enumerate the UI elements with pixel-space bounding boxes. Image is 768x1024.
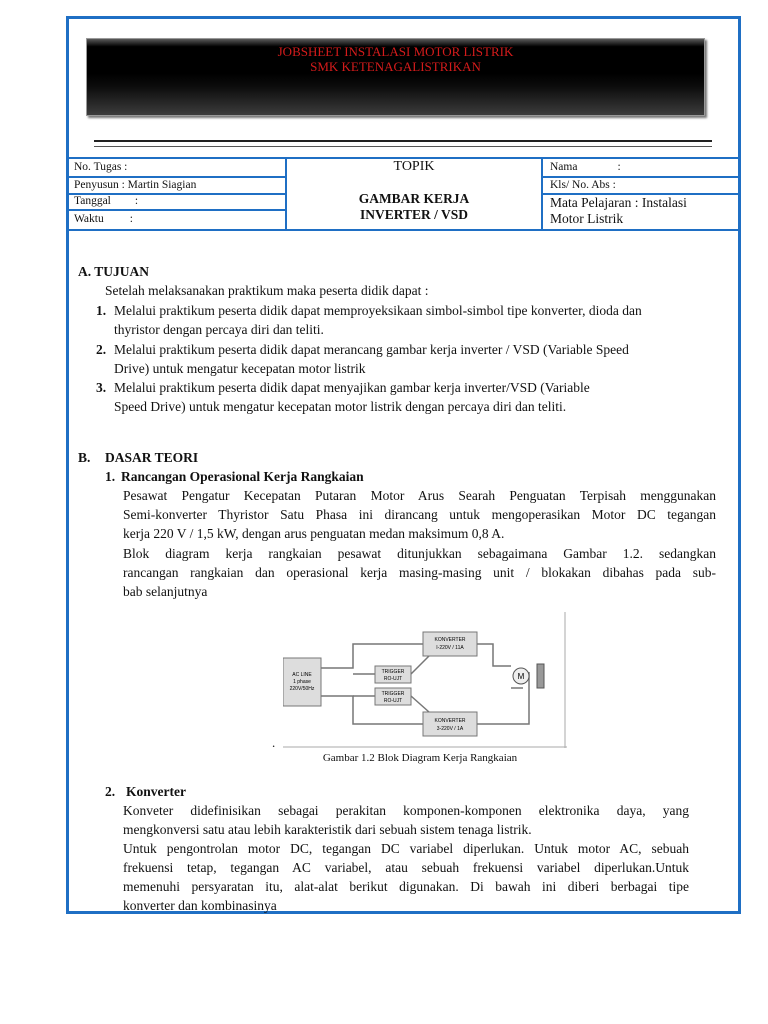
para3-line2: mengkonversi satu atau lebih karakteristik dari sebuah sistem tenaga listrik. [123,822,532,837]
figure-caption: Gambar 1.2 Blok Diagram Kerja Rangkaian [322,752,518,764]
header-rule [94,140,712,142]
banner-line-2: SMK KETENAGALISTRIKAN [310,59,481,74]
mata-pelajaran-line2: Motor Listrik [550,211,624,226]
tanggal [74,194,138,208]
mata-pelajaran [550,195,687,227]
nama [550,160,621,174]
nama-label: Nama [550,161,578,173]
para1-line3: kerja 220 V / 1,5 kW, dengan arus penguatan medan maksimum 0,8 A. [123,526,505,541]
section-b-heading: DASAR TEORI [105,450,199,465]
wire [411,656,429,674]
banner-line-1: JOBSHEET INSTALASI MOTOR LISTRIK [277,44,514,59]
subsection-1-title: Rancangan Operasional Kerja Rangkaian [121,469,364,484]
no-tugas: No. Tugas : [74,161,128,173]
topik-title: GAMBAR KERJA INVERTER / VSD [358,191,470,222]
section-b-letter: B. [78,450,91,465]
konverter-2-label: KONVERTER [434,718,466,724]
section-a-intro: Setelah melaksanakan praktikum maka peserta didik dapat : [105,283,429,298]
wire [321,644,423,668]
list-item-1-line2: thyristor dengan percaya diri dan teliti. [114,322,324,337]
figure-dot: . [272,735,276,750]
para3-line3: Untuk pengontrolan motor DC, tegangan DC variabel diperlukan. Untuk motor AC, sebuah [123,841,689,856]
wire [411,696,429,712]
field-winding-icon [537,664,544,688]
list-number: 1. [96,303,107,318]
para2-line3: bab selanjutnya [123,584,208,599]
wire [477,644,511,666]
waktu-colon: : [129,213,133,225]
table-line [66,229,741,231]
ac-line-phase: 1 phase [293,679,311,685]
waktu-label: Waktu [74,213,104,225]
mata-pelajaran-line1: Mata Pelajaran : Instalasi [550,195,687,210]
list-item-1-line1: Melalui praktikum peserta didik dapat memproyeksikaan simbol-simbol tipe konverter, dioda dan [114,303,642,318]
section-a-heading: A. TUJUAN [78,264,150,279]
para3-line5: memenuhi persyaratan itu, alat-alat berikut digunakan. Di bawah ini diberi berbagai tipe [123,879,689,894]
konverter-2-block [423,712,477,736]
waktu [74,212,133,226]
banner-text [87,44,704,74]
para2-line2: rancangan rangkaian dan operasional kerja masing-masing unit / blokakan dibahas pada sub- [123,565,716,580]
penyusun: Penyusun : Martin Siagian [74,179,197,191]
subsection-1-number: 1. [105,469,116,484]
para3-line6: konverter dan kombinasinya [123,898,277,913]
konverter-1-rating: I-220V / 11A [436,645,464,651]
list-item-2-line1: Melalui praktikum peserta didik dapat merancang gambar kerja inverter / VSD (Variable Speed [114,342,629,357]
ac-line-voltage: 220V/50Hz [289,686,315,692]
para3-line4: frekuensi tetap, tegangan AC variabel, atau sebuah frekuensi variabel diperlukan.Untuk [123,860,689,875]
kls-no-abs: Kls/ No. Abs : [550,179,616,191]
tanggal-label: Tanggal [74,195,111,207]
para1-line2: Semi-konverter Thyristor Satu Phasa ini dirancang untuk mengoperasikan Motor DC tegangan [123,507,716,522]
ac-line-label: AC LINE [292,672,312,678]
trigger-2-label: TRIGGER [381,691,405,697]
para3-line1: Konveter didefinisikan sebagai perakitan komponen-komponen elektronika daya, yang [123,803,689,818]
header-rule-thin [94,146,712,147]
topik-label: TOPIK [393,159,435,174]
table-line [541,157,543,231]
title-banner [86,38,705,116]
motor-label: M [517,672,525,681]
subsection-2-title: Konverter [126,784,186,799]
konverter-1-label: KONVERTER [434,637,466,643]
list-item-3-line2: Speed Drive) untuk mengatur kecepatan motor listrik dengan percaya diri dan teliti. [114,399,567,414]
tanggal-colon: : [134,195,139,207]
block-diagram [283,612,567,748]
trigger-2-sub: RO-UJT [383,698,403,704]
subsection-2-number: 2. [105,784,116,799]
list-number: 3. [96,380,107,395]
list-item-2-line2: Drive) untuk mengatur kecepatan motor listrik [114,361,366,376]
info-table [66,157,741,231]
nama-colon: : [617,161,621,173]
list-item-3-line1: Melalui praktikum peserta didik dapat menyajikan gambar kerja inverter/VSD (Variable [114,380,590,395]
table-line [66,209,287,211]
trigger-1-sub: RO-UJT [383,676,403,682]
list-number: 2. [96,342,107,357]
konverter-2-rating: 3-220V / 1A [436,726,464,732]
para2-line1: Blok diagram kerja rangkaian pesawat ditunjukkan sebagaimana Gambar 1.2. sedangkan [123,546,716,561]
para1-line1: Pesawat Pengatur Kecepatan Putaran Motor Arus Searah Penguatan Terpisah menggunakan [123,488,716,503]
trigger-1-label: TRIGGER [381,669,405,675]
konverter-1-block [423,632,477,656]
